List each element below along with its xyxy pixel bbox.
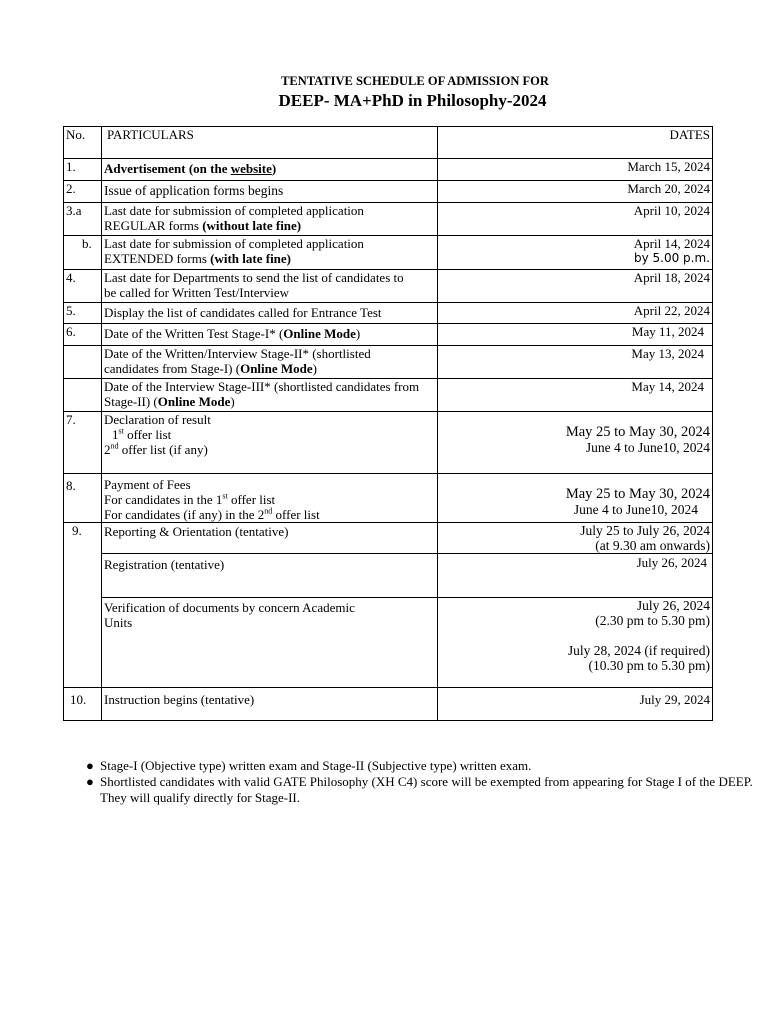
row-text: Stage-II) ( [103, 394, 158, 409]
list-item [86, 758, 758, 774]
table-row [64, 688, 713, 721]
row-date [437, 598, 712, 688]
row-number-empty [64, 346, 102, 379]
row-date: May 14, 2024 [437, 379, 712, 412]
row-number: 10. [64, 688, 102, 721]
row-text: 1 [111, 427, 119, 442]
row-number: 6. [64, 324, 102, 346]
table-row [64, 203, 713, 236]
header-no: No. [64, 127, 102, 159]
row-text-bold: (without late fine) [202, 218, 302, 233]
row-date-line: July 25 to July 26, 2024 [580, 523, 710, 538]
footnote-list [86, 758, 758, 806]
row-text: Last date for submission of completed application [103, 203, 364, 218]
row-number: 4. [64, 270, 102, 303]
website-link[interactable]: website [230, 161, 272, 176]
row-date: July 26, 2024 [437, 554, 712, 598]
row-text: REGULAR forms [103, 218, 203, 233]
row-text: Date of the Written/Interview Stage-II* (shortlisted [103, 346, 371, 361]
row-number: 3.a [64, 203, 102, 236]
row-number: 2. [64, 181, 102, 203]
table-row [64, 159, 713, 181]
row-date-line: May 25 to May 30, 2024 [565, 424, 710, 440]
row-text: Last date for Departments to send the list of candidates to [103, 270, 404, 285]
row-particulars [101, 236, 437, 270]
schedule-title-line2: DEEP- MA+PhD in Philosophy-2024 [278, 91, 547, 110]
row-text: be called for Written Test/Interview [103, 285, 290, 300]
table-row [64, 324, 713, 346]
row-text: offer list [123, 427, 172, 442]
row-particulars: Issue of application forms begins [101, 181, 437, 203]
row-particulars [101, 379, 437, 412]
row-number: 9. [64, 523, 102, 554]
row-text-sup: st [118, 426, 124, 436]
row-particulars [101, 159, 437, 181]
row-text: Date of the Interview Stage-III* (shortlisted candidates from [103, 379, 420, 394]
row-date-line: April 14, 2024 [633, 236, 710, 251]
row-number: 7. [64, 412, 102, 474]
row-text: ) [355, 326, 361, 341]
row-date: July 29, 2024 [437, 688, 712, 721]
footnote-text: Stage-I (Objective type) written exam and Stage-II (Subjective type) written exam. [100, 758, 532, 773]
row-date-line: (10.30 pm to 5.30 pm) [588, 658, 710, 673]
row-number: 8. [64, 474, 102, 523]
row-date [437, 412, 712, 474]
row-date-line: May 25 to May 30, 2024 [565, 486, 710, 502]
row-date [437, 236, 712, 270]
admission-schedule-table [63, 126, 713, 721]
row-text: Last date for submission of completed application [103, 236, 364, 251]
table-row [64, 346, 713, 379]
row-number-empty [64, 598, 102, 688]
table-row [64, 412, 713, 474]
row-particulars: Display the list of candidates called for Entrance Test [101, 303, 437, 324]
row-text-bold: (with late fine) [210, 251, 292, 266]
row-particulars: Instruction begins (tentative) [101, 688, 437, 721]
bullet-icon: ● [86, 774, 94, 789]
row-particulars [101, 346, 437, 379]
row-date-line: (2.30 pm to 5.30 pm) [595, 613, 710, 628]
row-date-line: July 26, 2024 [636, 598, 710, 613]
table-row [64, 236, 713, 270]
row-particulars: Reporting & Orientation (tentative) [101, 523, 437, 554]
row-number-empty [64, 554, 102, 598]
row-particulars [101, 203, 437, 236]
table-row [64, 554, 713, 598]
row-text: offer list (if any) [118, 442, 208, 457]
row-date-line: July 28, 2024 (if required) [567, 643, 710, 658]
row-text: ) [312, 361, 318, 376]
footnote-text: Shortlisted candidates with valid GATE Philosophy (XH C4) score will be exempted from appearing for Stage I of the DEEP. They will qualify directly for Stage-II. [100, 774, 753, 805]
row-text: ) [271, 161, 277, 176]
row-date: May 11, 2024 [437, 324, 712, 346]
list-item [86, 774, 758, 806]
row-date-line: by 5.00 p.m. [633, 251, 710, 265]
row-particulars: Registration (tentative) [101, 554, 437, 598]
table-row [64, 474, 713, 523]
row-text: EXTENDED forms [103, 251, 211, 266]
row-date: March 15, 2024 [437, 159, 712, 181]
header-dates: DATES [437, 127, 712, 159]
row-number: 5. [64, 303, 102, 324]
row-number: 1. [64, 159, 102, 181]
row-date-line: (at 9.30 am onwards) [595, 538, 710, 553]
table-row [64, 379, 713, 412]
row-date-line: June 4 to June10, 2024 [585, 440, 710, 455]
row-particulars [101, 270, 437, 303]
table-header-row [64, 127, 713, 159]
row-text: Payment of Fees [103, 477, 191, 492]
row-number: b. [64, 236, 102, 270]
bullet-icon: ● [86, 758, 94, 773]
row-text: Units [103, 615, 133, 630]
row-date: May 13, 2024 [437, 346, 712, 379]
row-number-empty [64, 379, 102, 412]
row-date [437, 523, 712, 554]
row-text-sup: nd [264, 506, 273, 516]
row-text: For candidates (if any) in the 2 [103, 507, 265, 522]
row-text: candidates from Stage-I) ( [103, 361, 241, 376]
row-text: offer list [227, 492, 276, 507]
header-particulars: PARTICULARS [101, 127, 437, 159]
row-particulars [101, 598, 437, 688]
row-text: 2 [103, 442, 111, 457]
row-text-sup: nd [110, 441, 119, 451]
row-text-bold: Online Mode [157, 394, 231, 409]
row-date: April 18, 2024 [437, 270, 712, 303]
row-text: Declaration of result [103, 412, 211, 427]
table-row [64, 598, 713, 688]
row-date-line: June 4 to June10, 2024 [573, 502, 698, 517]
row-text: Verification of documents by concern Academic [103, 600, 355, 615]
row-text: ) [230, 394, 235, 409]
row-date: March 20, 2024 [437, 181, 712, 203]
row-particulars [101, 412, 437, 474]
table-row [64, 303, 713, 324]
table-row [64, 523, 713, 554]
row-text-bold: Online Mode [240, 361, 313, 376]
table-row [64, 181, 713, 203]
row-text: Advertisement (on the [103, 161, 231, 176]
row-text-bold: Online Mode [283, 326, 356, 341]
schedule-title-line1: TENTATIVE SCHEDULE OF ADMISSION FOR [281, 74, 549, 88]
row-particulars [101, 324, 437, 346]
table-row [64, 270, 713, 303]
row-text-sup: st [222, 491, 228, 501]
row-particulars [101, 474, 437, 523]
row-date: April 10, 2024 [437, 203, 712, 236]
row-text: Date of the Written Test Stage-I* ( [103, 326, 284, 341]
row-date [437, 474, 712, 523]
row-text: offer list [272, 507, 320, 522]
row-date: April 22, 2024 [437, 303, 712, 324]
row-text: For candidates in the 1 [103, 492, 223, 507]
